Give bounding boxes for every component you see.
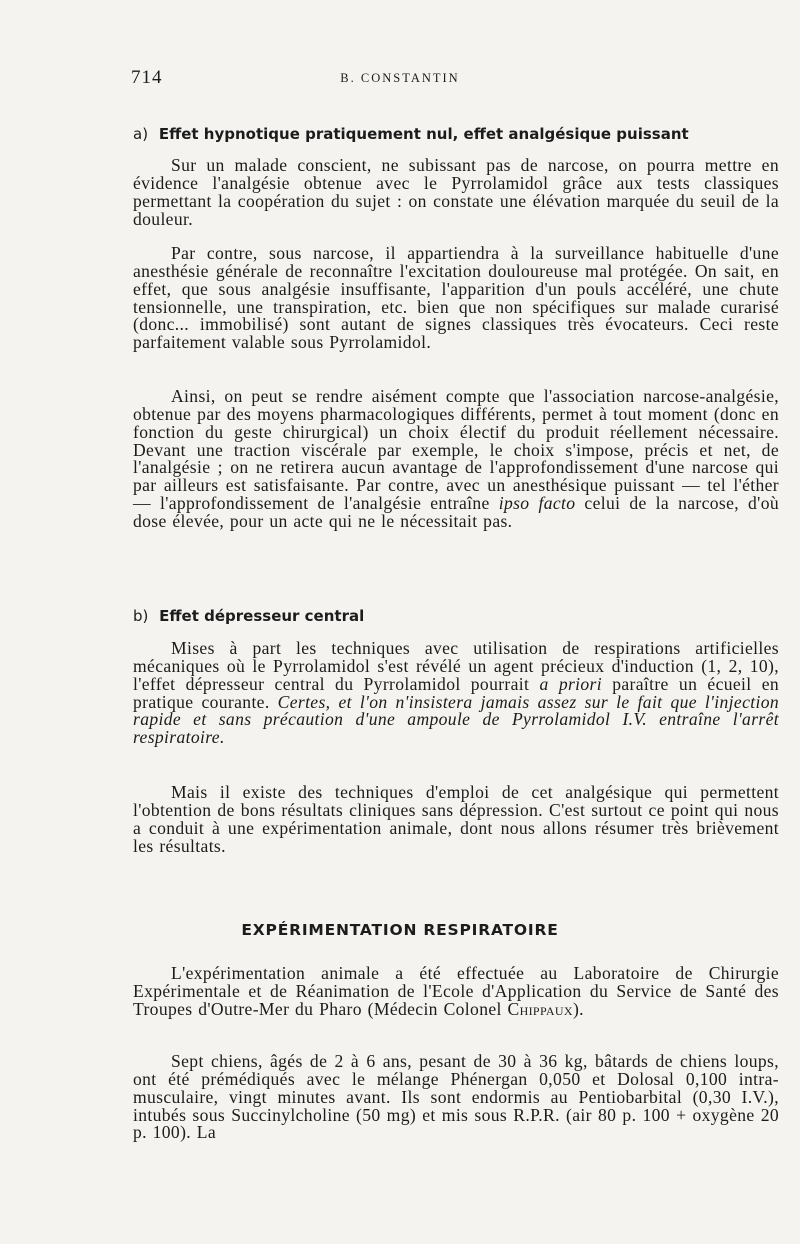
section-a-heading — [133, 125, 693, 143]
section-c-heading: EXPÉRIMENTATION RESPIRATOIRE — [241, 921, 559, 939]
section-a-paragraph-1: Sur un malade conscient, ne subissant pas de narcose, on pourra mettre en évidence l'analgésie obtenue avec le Pyrrolamidol grâce aux tests classiques permettant la coopération du sujet : on constate une élévation marquée du seuil de la douleur. — [133, 155, 779, 229]
paragraph-text: celui de la narcose, d'où dose élevée, pour un acte qui ne le nécessitait pas. — [133, 493, 779, 531]
italic-phrase: a priori — [539, 673, 602, 694]
section-b-paragraph-2: Mais il existe des techniques d'emploi de cet analgésique qui permettent l'obtention de bons résultats cliniques sans dépression. C'est surtout ce point qui nous a conduit à une expérimentation animale, dont nous allons résumer très brièvement les résultats. — [133, 782, 779, 856]
italic-sentence: Certes, et l'on n'insistera jamais assez sur le fait que l'injection rapide et sans précaution d'une ampoule de Pyrrolamidol I.V. entraîne l'arrêt respiratoire. — [133, 691, 779, 748]
section-a-paragraph-2: Par contre, sous narcose, il appartiendra à la surveillance habituelle d'une anesthésie générale de reconnaître l'excitation douloureuse mal protégée. On sait, en effet, que sous analgésie insuffisante, l'apparition d'un pouls accéléré, une chute tensionnelle, une transpiration, etc. bien que non spécifiques sur malade curarisé (donc... immobilisé) sont autant de signes classiques très évocateurs. Ceci reste parfaitement valable sous Pyrrolamidol. — [133, 243, 779, 353]
author-name: Chippaux — [507, 998, 573, 1019]
paragraph-text: ). — [572, 998, 584, 1019]
section-c-paragraph-1 — [133, 965, 779, 1019]
section-b-title: Effet dépresseur central — [159, 607, 365, 625]
section-a-label: a) — [133, 125, 149, 143]
paragraph-text: Mises à part les techniques avec utilisation de respirations artificielles mécaniques où le Pyrrolamidol s'est révélé un agent précieux d'induction (1, 2, 10), l'effet dépresseur central du Pyrrolamidol pourrait — [133, 638, 779, 694]
italic-phrase: ipso facto — [498, 493, 576, 514]
section-a-title: Effet hypnotique pratiquement nul, effet analgésique puissant — [158, 125, 689, 143]
page-number: 714 — [131, 67, 163, 88]
section-a-paragraph-3 — [133, 388, 779, 531]
running-head: B. CONSTANTIN — [340, 71, 460, 85]
paragraph-text: L'expérimentation animale a été effectuée au Laboratoire de Chirurgie Expérimentale et de Réanimation de l'Ecole d'Application du Service de Santé des Troupes d'Outre-Mer du Pharo (Médecin Colonel — [133, 963, 779, 1019]
section-b-label: b) — [133, 607, 149, 625]
paragraph-text: paraître un écueil en pratique courante. — [133, 673, 780, 712]
section-b-paragraph-1 — [133, 640, 779, 747]
section-b-heading — [133, 607, 693, 625]
section-c-paragraph-2: Sept chiens, âgés de 2 à 6 ans, pesant de 30 à 36 kg, bâtards de chiens loups, ont été prémédiqués avec le mélange Phénergan 0,050 et Dolosal 0,100 intra-musculaire, vingt minutes avant. Ils sont endormis au Pentiobarbital (0,30 I.V.), intubés sous Succinylcholine (50 mg) et mis sous R.P.R. (air 80 p. 100 + oxygène 20 p. 100). La — [133, 1051, 779, 1143]
paragraph-text: Ainsi, on peut se rendre aisément compte que l'association narcose-analgésie, obtenue par des moyens pharmacologiques différents, permet à tout moment (donc en fonction du geste chirurgical) un choix électif du produit réellement nécessaire. Devant une traction viscérale par exemple, le choix s'impose, précis et net, de l'analgésie ; on ne retirera aucun avantage de l'approfondissement d'une narcose qui par ailleurs est satisfaisante. Par contre, avec un anesthésique puissant — tel l'éther — l'approfondissement de l'analgésie entraîne — [133, 386, 779, 514]
